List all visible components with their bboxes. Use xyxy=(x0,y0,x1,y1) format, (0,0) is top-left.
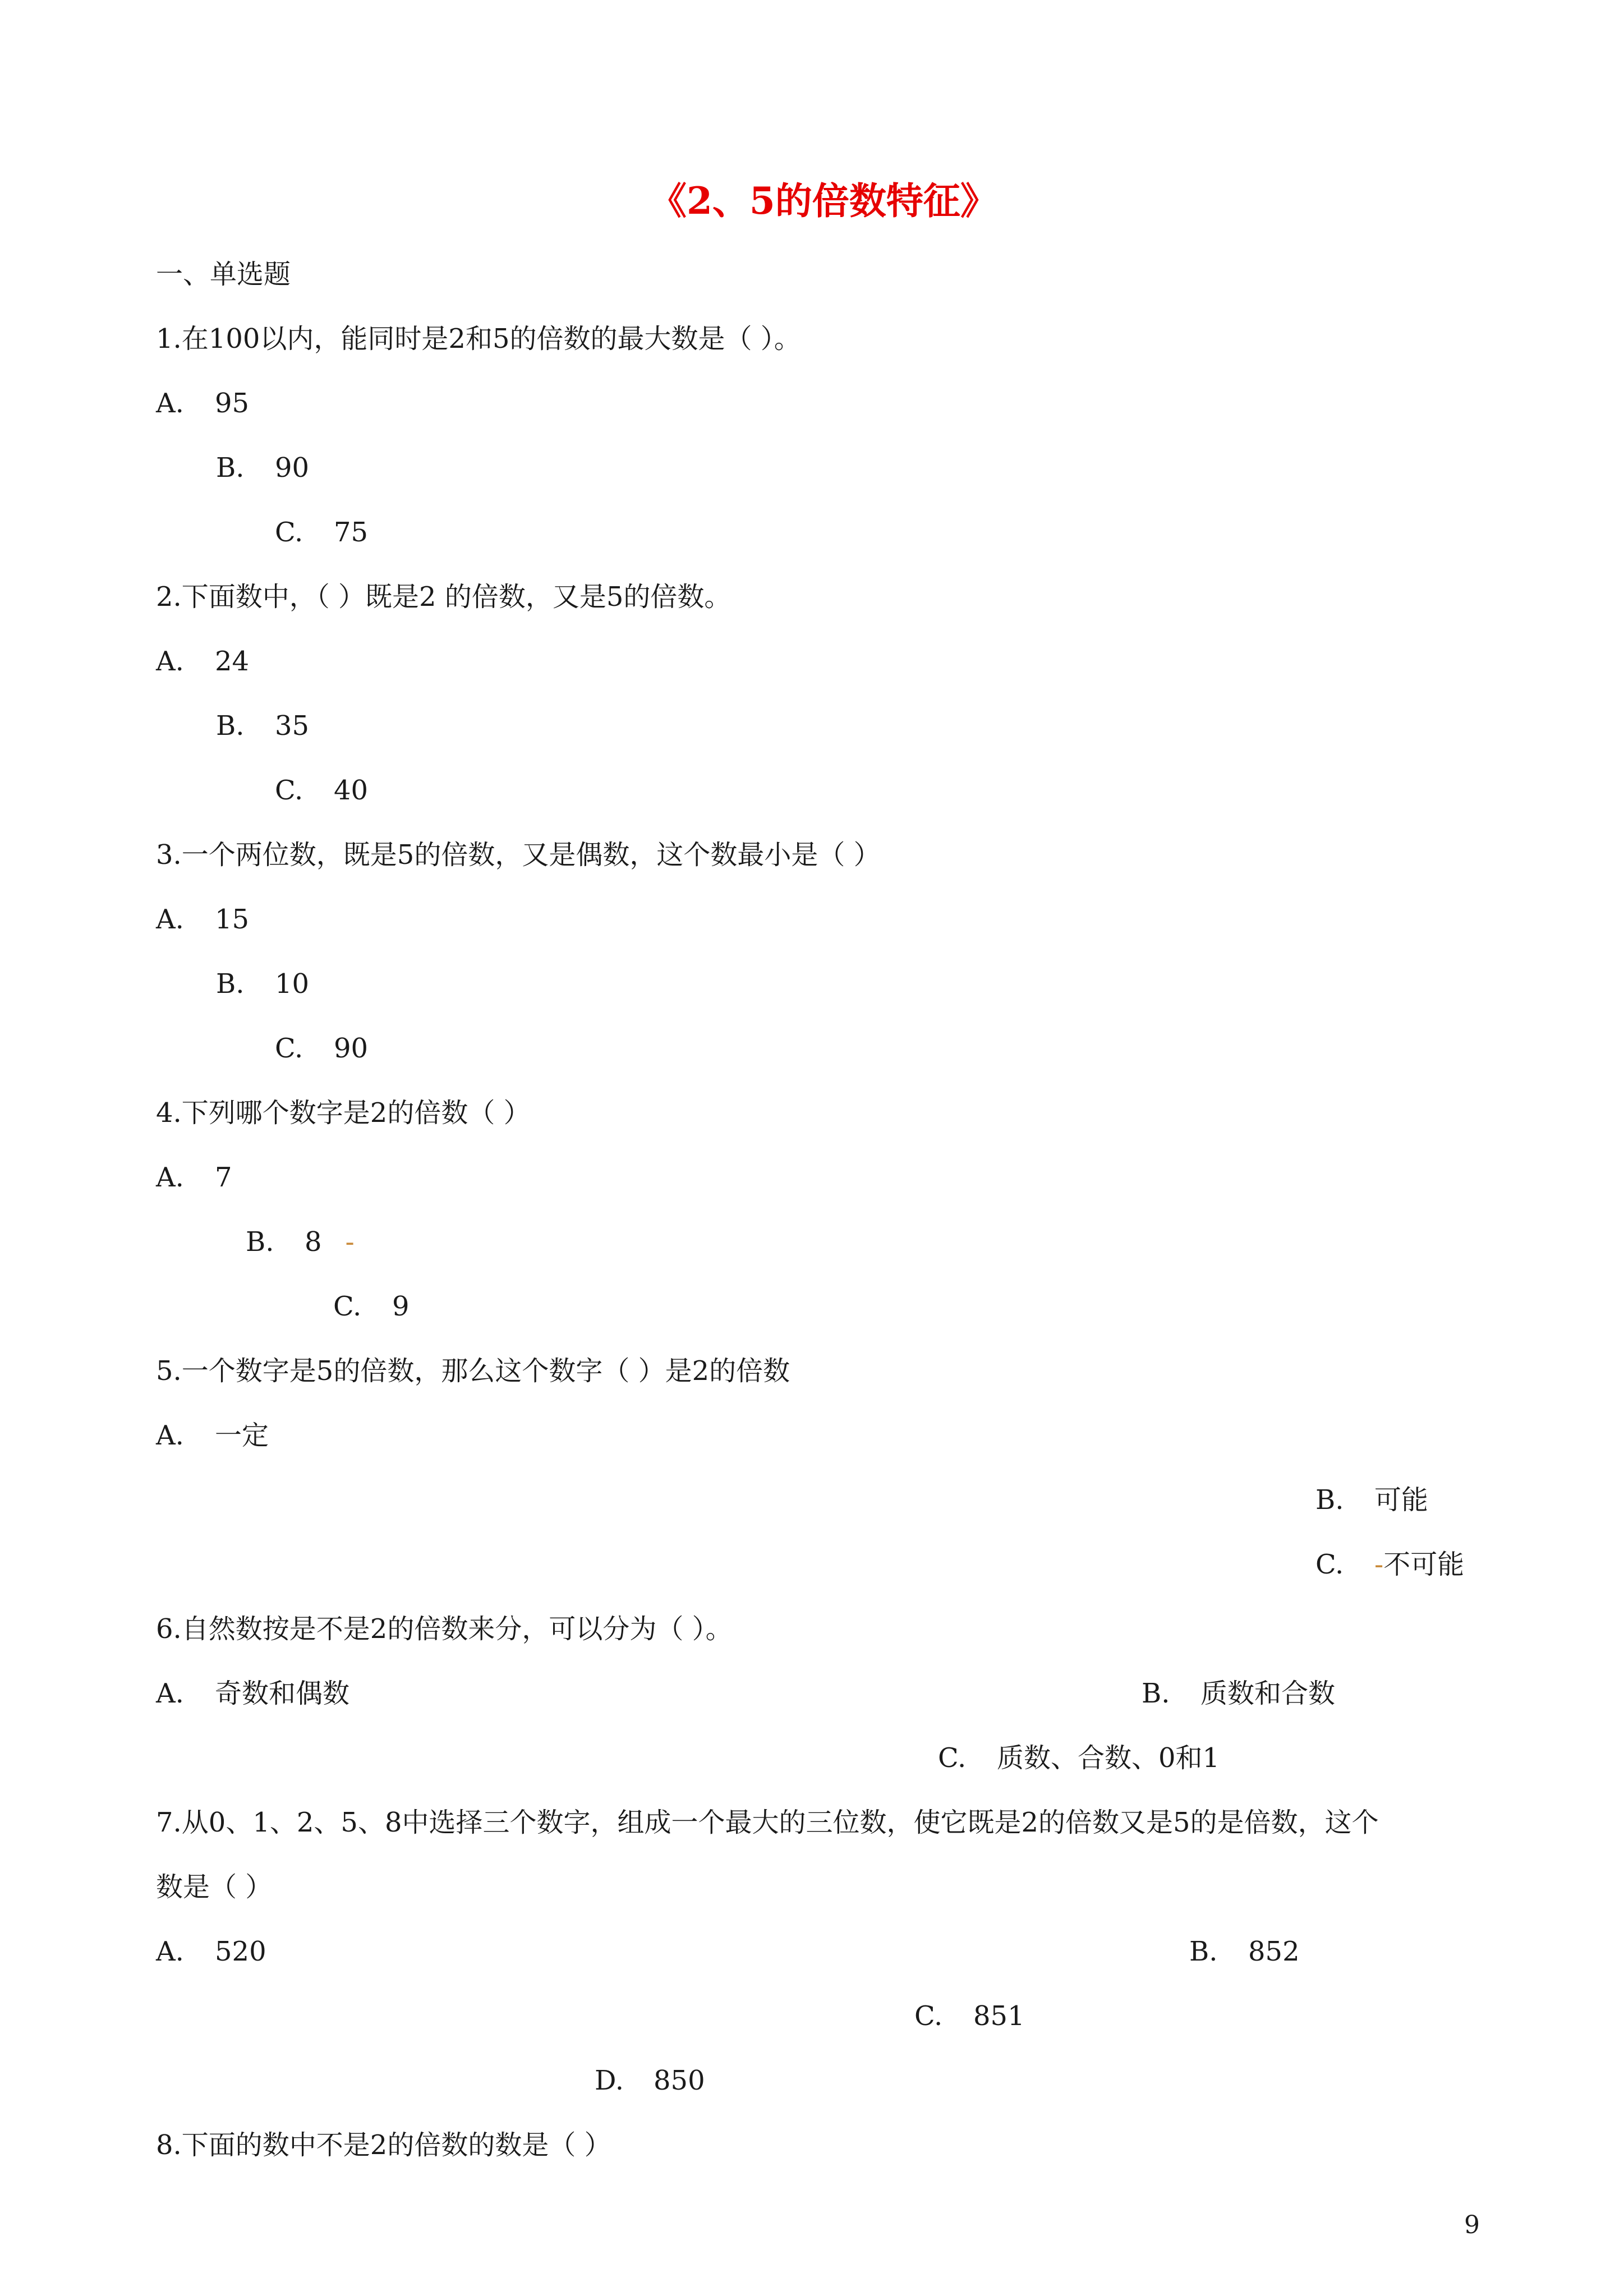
question-7-stem-continued: 数是（ ） xyxy=(156,1871,273,1903)
stray-mark: - xyxy=(1374,1549,1384,1580)
option-letter: C. xyxy=(275,1033,303,1064)
q1-option-c[interactable] xyxy=(275,519,368,546)
q6-option-a[interactable] xyxy=(156,1680,349,1707)
option-text: 可能 xyxy=(1374,1484,1429,1516)
option-text: 852 xyxy=(1248,1936,1300,1967)
q4-option-a[interactable] xyxy=(156,1164,232,1191)
q2-option-a[interactable] xyxy=(156,648,249,675)
question-6-stem: 6.自然数按是不是2的倍数来分，可以分为（ ）。 xyxy=(156,1613,733,1645)
option-letter: D. xyxy=(595,2065,624,2096)
option-text: 24 xyxy=(215,646,250,677)
option-text: 质数和合数 xyxy=(1200,1678,1336,1709)
question-3-stem: 3.一个两位数，既是5的倍数，又是偶数，这个数最小是（ ） xyxy=(156,839,881,871)
q4-option-c[interactable] xyxy=(333,1293,410,1320)
option-text: 不可能 xyxy=(1383,1549,1465,1580)
option-text: 40 xyxy=(334,775,369,806)
q5-option-a[interactable] xyxy=(156,1422,269,1449)
q3-option-c[interactable] xyxy=(275,1035,368,1062)
stray-mark: - xyxy=(345,1226,355,1258)
question-5-stem: 5.一个数字是5的倍数，那么这个数字（ ）是2的倍数 xyxy=(156,1355,790,1387)
option-letter: A. xyxy=(156,1678,184,1709)
option-letter: C. xyxy=(938,1742,967,1774)
question-2-stem: 2.下面数中，（ ）既是2 的倍数，又是5的倍数。 xyxy=(156,581,732,613)
q4-option-b[interactable] xyxy=(246,1226,355,1258)
option-text: 520 xyxy=(215,1936,266,1967)
option-text: 10 xyxy=(275,968,310,1000)
page-number: 9 xyxy=(1464,2211,1480,2239)
q2-option-c[interactable] xyxy=(275,777,368,804)
option-text: 一定 xyxy=(215,1420,269,1451)
option-text: 9 xyxy=(392,1291,410,1322)
option-letter: A. xyxy=(156,388,184,419)
option-text: 8 xyxy=(305,1226,322,1258)
q2-option-b[interactable] xyxy=(216,710,310,742)
option-letter: B. xyxy=(246,1226,274,1258)
question-8-stem: 8.下面的数中不是2的倍数的数是（ ） xyxy=(156,2129,611,2161)
option-letter: B. xyxy=(216,452,245,484)
q7-option-d[interactable] xyxy=(595,2067,705,2094)
q6-option-c[interactable] xyxy=(938,1742,1220,1774)
question-1-stem: 1.在100以内，能同时是2和5的倍数的最大数是（ ）。 xyxy=(156,323,801,355)
q1-option-a[interactable] xyxy=(156,390,249,417)
q6-option-b[interactable] xyxy=(1142,1680,1335,1707)
option-letter: B. xyxy=(216,968,245,1000)
q3-option-a[interactable] xyxy=(156,906,249,933)
option-letter: A. xyxy=(156,1420,184,1451)
section-heading: 一、单选题 xyxy=(156,259,291,290)
option-text: 95 xyxy=(215,388,250,419)
q1-option-b[interactable] xyxy=(216,452,310,484)
option-letter: A. xyxy=(156,904,184,935)
option-text: 851 xyxy=(973,2000,1025,2032)
question-4-stem: 4.下列哪个数字是2的倍数（ ） xyxy=(156,1097,531,1129)
q5-option-b[interactable] xyxy=(1315,1484,1429,1516)
option-text: 15 xyxy=(215,904,250,935)
option-text: 质数、合数、0和1 xyxy=(997,1742,1220,1774)
option-letter: C. xyxy=(914,2000,943,2032)
question-7-stem: 7.从0、1、2、5、8中选择三个数字，组成一个最大的三位数，使它既是2的倍数又是5的是倍数，这个 xyxy=(156,1807,1379,1838)
option-letter: A. xyxy=(156,1936,184,1967)
option-text: 75 xyxy=(334,517,369,548)
q5-option-c[interactable] xyxy=(1315,1551,1464,1578)
option-letter: B. xyxy=(1189,1936,1218,1967)
option-text: 90 xyxy=(334,1033,369,1064)
document-title: 《2、5的倍数特征》 xyxy=(650,179,997,223)
option-text: 90 xyxy=(275,452,310,484)
q7-option-b[interactable] xyxy=(1189,1938,1300,1965)
option-letter: B. xyxy=(1142,1678,1170,1709)
option-letter: C. xyxy=(275,775,303,806)
q7-option-c[interactable] xyxy=(914,2000,1025,2032)
option-letter: B. xyxy=(1315,1484,1344,1516)
option-letter: A. xyxy=(156,1162,184,1193)
option-text: 奇数和偶数 xyxy=(215,1678,350,1709)
option-letter: C. xyxy=(1315,1549,1344,1580)
option-text: 35 xyxy=(275,710,310,742)
q3-option-b[interactable] xyxy=(216,968,310,1000)
option-text: 7 xyxy=(215,1162,232,1193)
option-letter: A. xyxy=(156,646,184,677)
option-text: 850 xyxy=(654,2065,705,2096)
option-letter: C. xyxy=(333,1291,362,1322)
q7-option-a[interactable] xyxy=(156,1938,266,1965)
option-letter: B. xyxy=(216,710,245,742)
option-letter: C. xyxy=(275,517,303,548)
